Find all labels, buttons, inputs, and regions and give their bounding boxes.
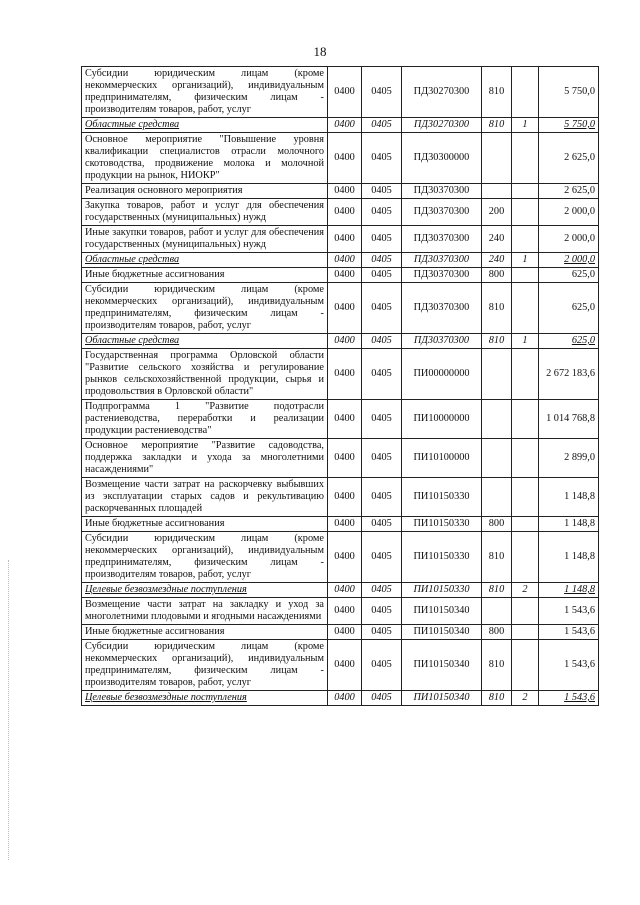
cell-name-text: Иные бюджетные ассигнования: [85, 626, 225, 637]
cell-subsection-text: 0405: [371, 518, 392, 529]
cell-subsection: [362, 439, 402, 478]
cell-amount-text: 5 750,0: [564, 119, 595, 130]
cell-amount-text: 625,0: [571, 269, 595, 280]
cell-target-article: [402, 517, 482, 532]
cell-amount: [539, 640, 599, 691]
cell-target-article: [402, 532, 482, 583]
cell-expense-type: [482, 691, 512, 706]
cell-name: [82, 691, 328, 706]
cell-section-text: 0400: [334, 518, 355, 529]
cell-name-text: Субсидии юридическим лицам (кроме некоммерческих организаций), индивидуальным предпринимателям, физическим лицам - производителям товаров, работ, услуг: [85, 641, 324, 688]
cell-target-article-text: ПИ10150330: [413, 551, 470, 562]
table-row: [82, 253, 599, 268]
cell-name: [82, 349, 328, 400]
cell-subsection: [362, 349, 402, 400]
cell-expense-type-text: 810: [488, 551, 505, 562]
cell-subsection: [362, 478, 402, 517]
table-row: [82, 133, 599, 184]
cell-expense-type-text: 800: [488, 518, 505, 529]
cell-section: [328, 583, 362, 598]
cell-subsection: [362, 283, 402, 334]
cell-subsection: [362, 400, 402, 439]
cell-subsection: [362, 583, 402, 598]
cell-expense-type: [482, 118, 512, 133]
cell-funding-source: [512, 478, 539, 517]
cell-subsection-text: 0405: [371, 86, 392, 97]
cell-name: [82, 625, 328, 640]
cell-name-text: Целевые безвозмездные поступления: [85, 584, 247, 595]
cell-subsection-text: 0405: [371, 413, 392, 424]
table-row: [82, 439, 599, 478]
cell-target-article-text: ПИ10000000: [413, 413, 470, 424]
cell-target-article: [402, 184, 482, 199]
cell-name: [82, 334, 328, 349]
cell-subsection: [362, 67, 402, 118]
cell-name-text: Государственная программа Орловской области "Развитие сельского хозяйства и регулирование рынков сельскохозяйственной продукции, сырья и продовольствия в Орловской области": [85, 350, 324, 397]
cell-name-text: Подпрограмма 1 "Развитие подотрасли растениеводства, переработки и реализации продукции растениеводства": [85, 401, 324, 436]
cell-target-article: [402, 625, 482, 640]
table-row: [82, 400, 599, 439]
table-row: [82, 691, 599, 706]
cell-funding-source-text: 2: [522, 584, 528, 595]
cell-section-text: 0400: [334, 491, 355, 502]
cell-funding-source: [512, 226, 539, 253]
cell-target-article: [402, 253, 482, 268]
cell-subsection-text: 0405: [371, 152, 392, 163]
table-body: [82, 67, 599, 706]
cell-name: [82, 478, 328, 517]
cell-target-article: [402, 349, 482, 400]
cell-subsection-text: 0405: [371, 605, 392, 616]
cell-name: [82, 253, 328, 268]
cell-section-text: 0400: [334, 185, 355, 196]
cell-subsection-text: 0405: [371, 269, 392, 280]
cell-funding-source-text: 1: [522, 335, 528, 346]
table-row: [82, 268, 599, 283]
cell-subsection-text: 0405: [371, 206, 392, 217]
cell-expense-type-text: 200: [488, 206, 505, 217]
cell-amount-text: 2 899,0: [564, 452, 595, 463]
cell-subsection: [362, 517, 402, 532]
cell-expense-type: [482, 640, 512, 691]
cell-amount: [539, 439, 599, 478]
cell-funding-source: [512, 118, 539, 133]
cell-funding-source: [512, 583, 539, 598]
cell-target-article-text: ПИ10150340: [413, 692, 470, 703]
cell-section-text: 0400: [334, 605, 355, 616]
cell-expense-type-text: 800: [488, 269, 505, 280]
cell-target-article: [402, 226, 482, 253]
cell-amount: [539, 583, 599, 598]
cell-section-text: 0400: [334, 584, 355, 595]
cell-target-article-text: ПД30370300: [413, 302, 470, 313]
cell-amount-text: 1 148,8: [564, 551, 595, 562]
cell-target-article: [402, 439, 482, 478]
cell-name: [82, 583, 328, 598]
cell-amount-text: 1 148,8: [564, 491, 595, 502]
cell-expense-type-text: 810: [488, 584, 505, 595]
cell-funding-source-text: 2: [522, 692, 528, 703]
table-row: [82, 334, 599, 349]
cell-expense-type: [482, 517, 512, 532]
table-row: [82, 532, 599, 583]
cell-expense-type: [482, 439, 512, 478]
cell-target-article: [402, 691, 482, 706]
cell-funding-source: [512, 184, 539, 199]
cell-subsection: [362, 625, 402, 640]
cell-name-text: Возмещение части затрат на раскорчевку выбывших из эксплуатации старых садов и рекультивацию раскорчеванных площадей: [85, 479, 324, 514]
cell-expense-type: [482, 598, 512, 625]
cell-amount: [539, 253, 599, 268]
cell-amount: [539, 400, 599, 439]
cell-amount-text: 1 014 768,8: [546, 413, 595, 424]
cell-target-article: [402, 334, 482, 349]
cell-target-article: [402, 268, 482, 283]
cell-expense-type-text: 240: [488, 254, 505, 265]
cell-subsection: [362, 184, 402, 199]
cell-amount-text: 2 625,0: [564, 152, 595, 163]
cell-name: [82, 532, 328, 583]
cell-expense-type: [482, 625, 512, 640]
cell-amount-text: 2 000,0: [564, 233, 595, 244]
cell-section: [328, 268, 362, 283]
cell-section: [328, 283, 362, 334]
cell-expense-type: [482, 334, 512, 349]
cell-amount-text: 5 750,0: [564, 86, 595, 97]
cell-amount-text: 1 543,6: [564, 659, 595, 670]
cell-amount-text: 2 672 183,6: [546, 368, 595, 379]
cell-target-article-text: ПИ10100000: [413, 452, 470, 463]
cell-expense-type: [482, 268, 512, 283]
cell-expense-type: [482, 349, 512, 400]
cell-section-text: 0400: [334, 302, 355, 313]
cell-target-article-text: ПД30370300: [413, 206, 470, 217]
cell-amount: [539, 283, 599, 334]
cell-amount-text: 1 148,8: [564, 518, 595, 529]
cell-name-text: Иные бюджетные ассигнования: [85, 518, 225, 529]
cell-amount: [539, 334, 599, 349]
cell-section-text: 0400: [334, 86, 355, 97]
cell-amount: [539, 133, 599, 184]
cell-funding-source: [512, 268, 539, 283]
cell-funding-source: [512, 598, 539, 625]
cell-expense-type: [482, 67, 512, 118]
cell-funding-source: [512, 349, 539, 400]
cell-target-article-text: ПИ10150340: [413, 605, 470, 616]
cell-funding-source: [512, 691, 539, 706]
cell-amount-text: 625,0: [571, 335, 595, 346]
cell-amount-text: 1 148,8: [564, 584, 595, 595]
cell-amount-text: 2 000,0: [564, 254, 595, 265]
cell-amount-text: 2 000,0: [564, 206, 595, 217]
cell-expense-type-text: 810: [488, 659, 505, 670]
cell-section: [328, 478, 362, 517]
cell-funding-source-text: 1: [522, 254, 528, 265]
cell-subsection: [362, 118, 402, 133]
cell-subsection-text: 0405: [371, 659, 392, 670]
table-row: [82, 640, 599, 691]
page-number: 18: [313, 44, 327, 59]
cell-expense-type-text: 810: [488, 692, 505, 703]
cell-name-text: Основное мероприятие "Развитие садоводства, поддержка закладки и ухода за многолетними насаждениями": [85, 440, 324, 475]
table-row: [82, 184, 599, 199]
scan-edge-marks: [8, 560, 13, 860]
cell-section-text: 0400: [334, 551, 355, 562]
cell-expense-type: [482, 226, 512, 253]
cell-section-text: 0400: [334, 413, 355, 424]
cell-target-article: [402, 133, 482, 184]
cell-subsection: [362, 253, 402, 268]
cell-section-text: 0400: [334, 626, 355, 637]
cell-amount-text: 625,0: [571, 302, 595, 313]
cell-expense-type-text: 240: [488, 233, 505, 244]
cell-name: [82, 199, 328, 226]
cell-section-text: 0400: [334, 254, 355, 265]
cell-name-text: Субсидии юридическим лицам (кроме некоммерческих организаций), индивидуальным предпринимателям, физическим лицам - производителям товаров, работ, услуг: [85, 68, 324, 115]
cell-name: [82, 226, 328, 253]
cell-name-text: Закупка товаров, работ и услуг для обеспечения государственных (муниципальных) нужд: [85, 200, 324, 223]
cell-section-text: 0400: [334, 335, 355, 346]
cell-amount: [539, 67, 599, 118]
cell-subsection: [362, 133, 402, 184]
cell-subsection-text: 0405: [371, 491, 392, 502]
cell-amount: [539, 625, 599, 640]
cell-subsection: [362, 226, 402, 253]
cell-name-text: Субсидии юридическим лицам (кроме некоммерческих организаций), индивидуальным предпринимателям, физическим лицам - производителям товаров, работ, услуг: [85, 284, 324, 331]
cell-amount: [539, 199, 599, 226]
cell-funding-source: [512, 625, 539, 640]
cell-section: [328, 598, 362, 625]
cell-name: [82, 268, 328, 283]
cell-name: [82, 184, 328, 199]
cell-target-article-text: ПИ00000000: [413, 368, 470, 379]
cell-name: [82, 439, 328, 478]
cell-section-text: 0400: [334, 269, 355, 280]
cell-name-text: Иные бюджетные ассигнования: [85, 269, 225, 280]
cell-funding-source-text: 1: [522, 119, 528, 130]
cell-funding-source: [512, 439, 539, 478]
cell-name: [82, 400, 328, 439]
table-row: [82, 598, 599, 625]
cell-subsection-text: 0405: [371, 584, 392, 595]
cell-section: [328, 67, 362, 118]
cell-funding-source: [512, 253, 539, 268]
cell-section: [328, 226, 362, 253]
cell-section-text: 0400: [334, 452, 355, 463]
cell-section-text: 0400: [334, 152, 355, 163]
cell-target-article: [402, 598, 482, 625]
cell-amount: [539, 118, 599, 133]
cell-subsection: [362, 598, 402, 625]
cell-target-article: [402, 67, 482, 118]
cell-section: [328, 253, 362, 268]
cell-expense-type: [482, 199, 512, 226]
cell-target-article: [402, 400, 482, 439]
cell-target-article: [402, 478, 482, 517]
cell-name: [82, 598, 328, 625]
cell-funding-source: [512, 133, 539, 184]
cell-section-text: 0400: [334, 659, 355, 670]
cell-expense-type: [482, 583, 512, 598]
cell-funding-source: [512, 517, 539, 532]
cell-name: [82, 67, 328, 118]
cell-expense-type: [482, 400, 512, 439]
cell-target-article-text: ПИ10150340: [413, 659, 470, 670]
cell-target-article-text: ПД30270300: [413, 119, 470, 130]
cell-amount: [539, 478, 599, 517]
cell-target-article: [402, 118, 482, 133]
cell-target-article-text: ПИ10150340: [413, 626, 470, 637]
cell-name-text: Областные средства: [85, 254, 180, 265]
cell-section: [328, 625, 362, 640]
cell-target-article-text: ПД30270300: [413, 86, 470, 97]
cell-amount-text: 1 543,6: [564, 626, 595, 637]
cell-name: [82, 133, 328, 184]
budget-table: [81, 66, 599, 706]
table-row: [82, 283, 599, 334]
cell-name-text: Возмещение части затрат на закладку и уход за многолетними плодовыми и ягодными насаждениями: [85, 599, 324, 622]
cell-amount: [539, 691, 599, 706]
cell-expense-type: [482, 184, 512, 199]
table-row: [82, 517, 599, 532]
cell-section: [328, 199, 362, 226]
cell-section: [328, 691, 362, 706]
cell-subsection: [362, 640, 402, 691]
cell-subsection-text: 0405: [371, 551, 392, 562]
cell-subsection-text: 0405: [371, 119, 392, 130]
table-row: [82, 67, 599, 118]
cell-funding-source: [512, 199, 539, 226]
cell-section: [328, 517, 362, 532]
cell-name-text: Субсидии юридическим лицам (кроме некоммерческих организаций), индивидуальным предпринимателям, физическим лицам - производителям товаров, работ, услуг: [85, 533, 324, 580]
cell-funding-source: [512, 67, 539, 118]
cell-funding-source: [512, 640, 539, 691]
cell-section-text: 0400: [334, 119, 355, 130]
cell-expense-type-text: 800: [488, 626, 505, 637]
cell-target-article-text: ПД30370300: [413, 254, 470, 265]
cell-name-text: Областные средства: [85, 119, 180, 130]
cell-name-text: Реализация основного мероприятия: [85, 185, 243, 196]
cell-target-article-text: ПД30300000: [413, 152, 470, 163]
cell-target-article-text: ПД30370300: [413, 185, 470, 196]
cell-target-article-text: ПД30370300: [413, 269, 470, 280]
cell-section-text: 0400: [334, 368, 355, 379]
cell-section-text: 0400: [334, 233, 355, 244]
cell-name-text: Основное мероприятие "Повышение уровня квалификации специалистов отрасли молочного скотоводства, продвижение молока и молочной продукции на рынок, НИОКР": [85, 134, 324, 181]
table-row: [82, 349, 599, 400]
cell-amount-text: 1 543,6: [564, 605, 595, 616]
cell-target-article: [402, 640, 482, 691]
cell-expense-type-text: 810: [488, 335, 505, 346]
cell-section-text: 0400: [334, 692, 355, 703]
cell-target-article-text: ПИ10150330: [413, 491, 470, 502]
cell-subsection-text: 0405: [371, 254, 392, 265]
cell-name-text: Иные закупки товаров, работ и услуг для обеспечения государственных (муниципальных) нужд: [85, 227, 324, 250]
cell-target-article-text: ПИ10150330: [413, 518, 470, 529]
cell-section: [328, 118, 362, 133]
cell-subsection-text: 0405: [371, 626, 392, 637]
cell-name: [82, 517, 328, 532]
cell-amount: [539, 598, 599, 625]
cell-funding-source: [512, 532, 539, 583]
cell-subsection-text: 0405: [371, 233, 392, 244]
cell-amount: [539, 349, 599, 400]
cell-expense-type: [482, 253, 512, 268]
cell-subsection-text: 0405: [371, 185, 392, 196]
table-row: [82, 226, 599, 253]
cell-target-article: [402, 199, 482, 226]
cell-amount: [539, 268, 599, 283]
cell-name: [82, 118, 328, 133]
table-row: [82, 583, 599, 598]
cell-section: [328, 439, 362, 478]
cell-section-text: 0400: [334, 206, 355, 217]
table-row: [82, 478, 599, 517]
cell-subsection: [362, 691, 402, 706]
cell-subsection: [362, 199, 402, 226]
cell-funding-source: [512, 400, 539, 439]
cell-expense-type: [482, 478, 512, 517]
cell-amount: [539, 517, 599, 532]
cell-section: [328, 640, 362, 691]
cell-subsection-text: 0405: [371, 368, 392, 379]
cell-subsection: [362, 334, 402, 349]
cell-name-text: Целевые безвозмездные поступления: [85, 692, 247, 703]
cell-section: [328, 334, 362, 349]
cell-name: [82, 640, 328, 691]
cell-section: [328, 349, 362, 400]
cell-amount: [539, 226, 599, 253]
cell-expense-type-text: 810: [488, 302, 505, 313]
cell-funding-source: [512, 334, 539, 349]
cell-subsection-text: 0405: [371, 452, 392, 463]
cell-target-article-text: ПД30370300: [413, 335, 470, 346]
cell-subsection: [362, 268, 402, 283]
cell-section: [328, 133, 362, 184]
cell-subsection: [362, 532, 402, 583]
table-row: [82, 118, 599, 133]
cell-amount-text: 1 543,6: [564, 692, 595, 703]
cell-amount: [539, 184, 599, 199]
cell-expense-type: [482, 532, 512, 583]
cell-expense-type: [482, 133, 512, 184]
cell-expense-type-text: 810: [488, 86, 505, 97]
cell-amount-text: 2 625,0: [564, 185, 595, 196]
table-row: [82, 625, 599, 640]
cell-amount: [539, 532, 599, 583]
cell-section: [328, 400, 362, 439]
cell-section: [328, 184, 362, 199]
cell-target-article-text: ПД30370300: [413, 233, 470, 244]
cell-target-article-text: ПИ10150330: [413, 584, 470, 595]
cell-subsection-text: 0405: [371, 302, 392, 313]
cell-funding-source: [512, 283, 539, 334]
cell-section: [328, 532, 362, 583]
cell-expense-type: [482, 283, 512, 334]
cell-target-article: [402, 583, 482, 598]
cell-expense-type-text: 810: [488, 119, 505, 130]
cell-subsection-text: 0405: [371, 692, 392, 703]
cell-name-text: Областные средства: [85, 335, 180, 346]
cell-target-article: [402, 283, 482, 334]
table-row: [82, 199, 599, 226]
cell-name: [82, 283, 328, 334]
cell-subsection-text: 0405: [371, 335, 392, 346]
